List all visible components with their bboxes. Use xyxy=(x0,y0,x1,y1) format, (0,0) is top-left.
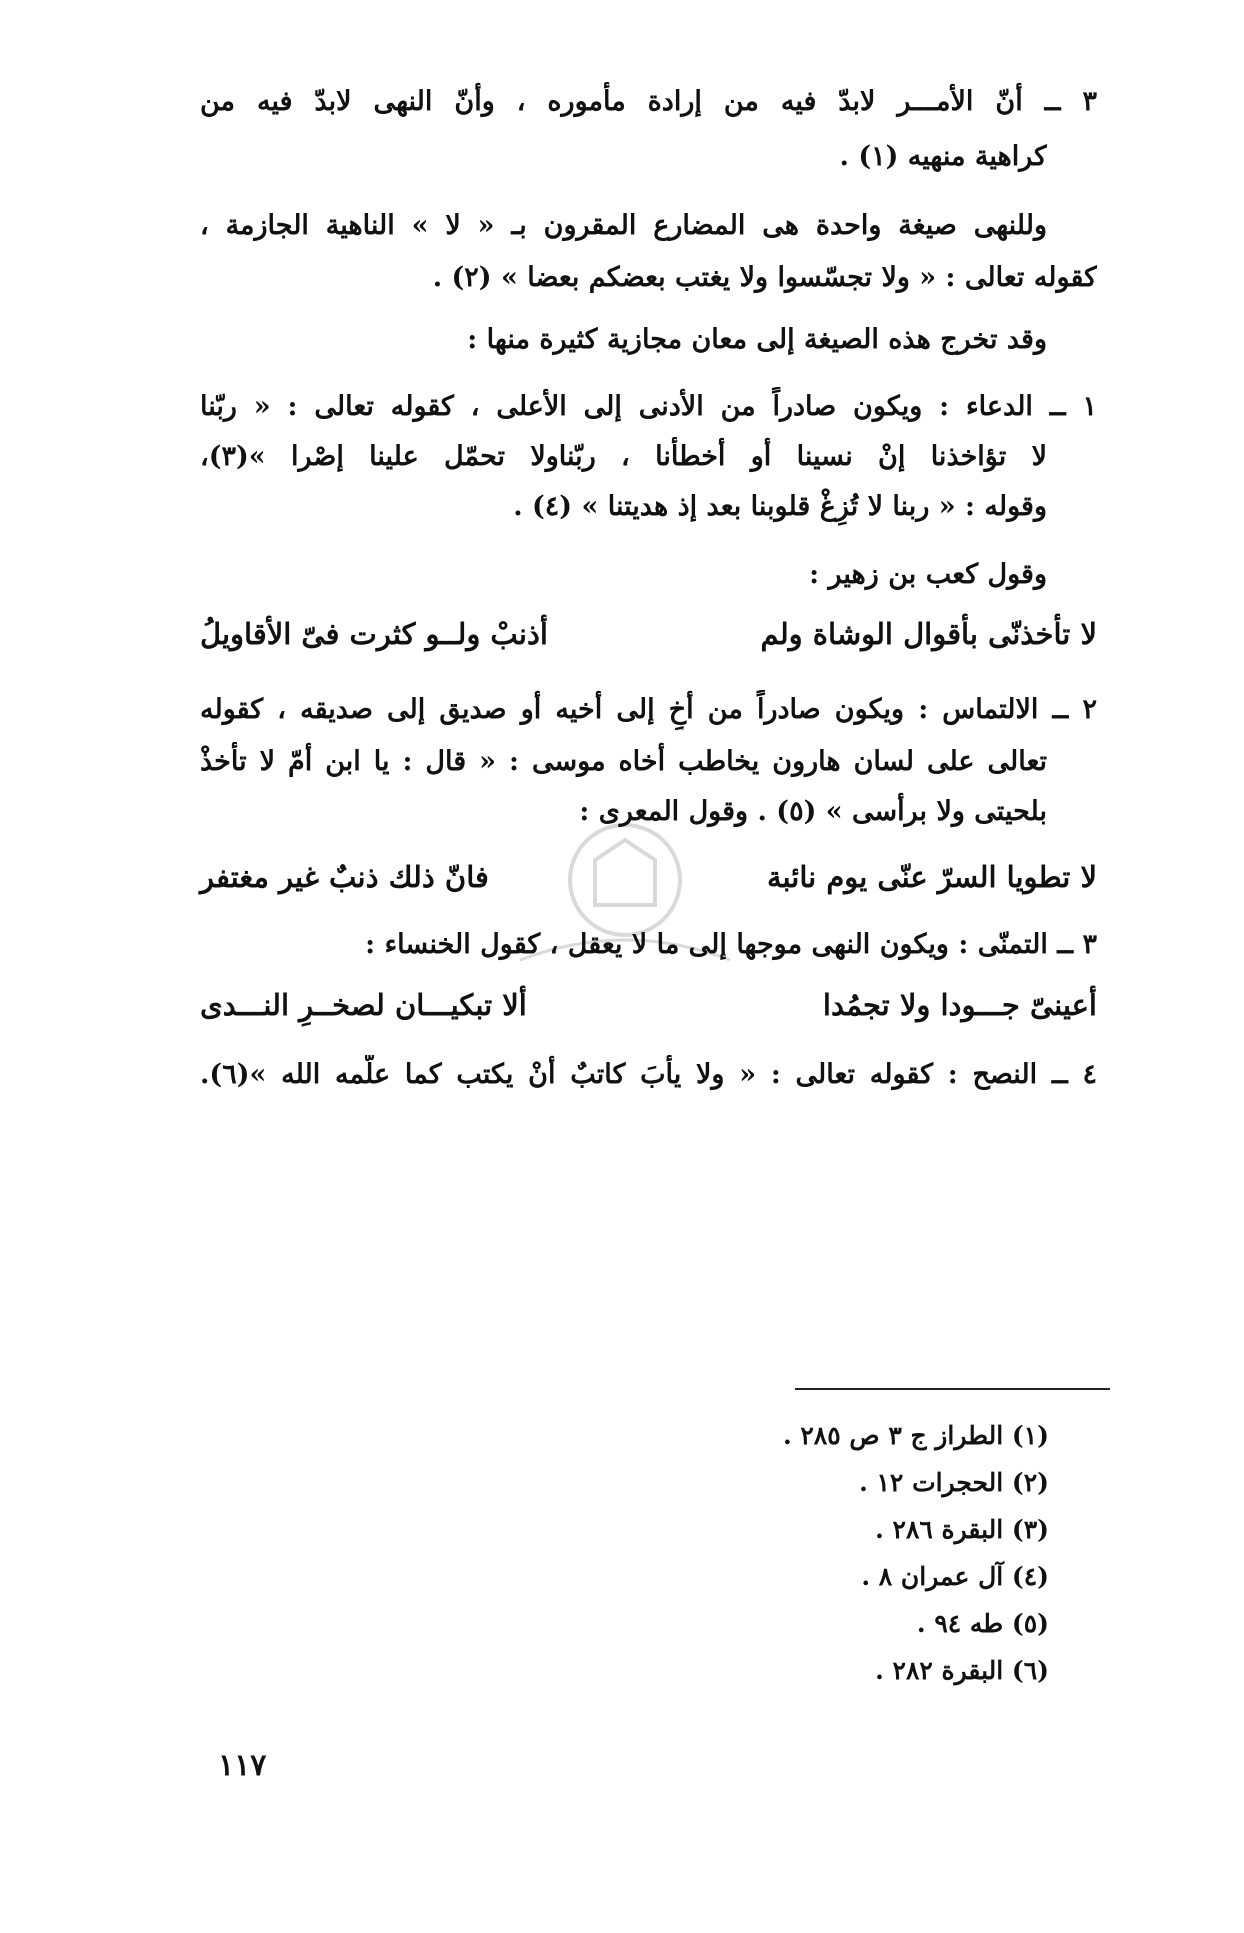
verse-hemistich: لا تأخذنّى بأقوال الوشاة ولم xyxy=(760,617,1097,651)
paragraph-line: ٤ ــ النصح : كقوله تعالى : « ولا يأبَ كاتبٌ أنْ يكتب كما علّمه الله »(٦). xyxy=(200,1059,1097,1090)
footnote-separator xyxy=(795,1388,1110,1390)
paragraph-line: كراهية منهيه (١) . xyxy=(839,141,1047,172)
verse-hemistich: لا تطويا السرّ عنّى يوم نائبة xyxy=(766,860,1097,894)
verse-hemistich: فانّ ذلك ذنبٌ غير مغتفر xyxy=(200,860,489,894)
paragraph-line: لا تؤاخذنا إنْ نسينا أو أخطأنا ، ربّناولا تحمّل علينا إصْرا »(٣)، xyxy=(200,441,1047,472)
paragraph-line: كقوله تعالى : « ولا تجسّسوا ولا يغتب بعضكم بعضا » (٢) . xyxy=(432,262,1097,293)
paragraph-line: وقد تخرج هذه الصيغة إلى معان مجازية كثيرة منها : xyxy=(467,324,1047,355)
paragraph-line: وقول كعب بن زهير : xyxy=(809,559,1047,590)
paragraph-line: ٣ ــ التمنّى : ويكون النهى موجها إلى ما لا يعقل ، كقول الخنساء : xyxy=(365,929,1097,960)
footnote: (٦) البقرة ٢٨٢ . xyxy=(875,1656,1049,1685)
paragraph-line: ٢ ــ الالتماس : ويكون صادراً من أخٍ إلى أخيه أو صديق إلى صديقه ، كقوله xyxy=(200,694,1097,725)
poetry-verse xyxy=(200,855,1097,899)
verse-hemistich: أعينىّ جـــودا ولا تجمُدا xyxy=(822,988,1097,1022)
footnote: (٥) طه ٩٤ . xyxy=(916,1609,1049,1638)
paragraph-line: بلحيتى ولا برأسى » (٥) . وقول المعرى : xyxy=(579,796,1047,827)
footnote: (٤) آل عمران ٨ . xyxy=(861,1562,1049,1591)
paragraph-line: وقوله : « ربنا لا تُزِغْ قلوبنا بعد إذ هديتنا » (٤) . xyxy=(513,491,1047,522)
poetry-verse xyxy=(200,983,1097,1027)
footnote: (٢) الحجرات ١٢ . xyxy=(859,1468,1049,1497)
poetry-verse xyxy=(200,612,1097,656)
verse-hemistich: ألا تبكيـــان لصخــرِ النـــدى xyxy=(200,988,527,1022)
page-number: ١١٧ xyxy=(218,1748,267,1783)
verse-hemistich: أذنبْ ولــو كثرت فىّ الأقاويلُ xyxy=(200,617,548,651)
footnote: (٣) البقرة ٢٨٦ . xyxy=(875,1515,1049,1544)
paragraph-line: ١ ــ الدعاء : ويكون صادراً من الأدنى إلى الأعلى ، كقوله تعالى : « ربّنا xyxy=(200,391,1097,422)
paragraph-line: وللنهى صيغة واحدة هى المضارع المقرون بـ « لا » الناهية الجازمة ، xyxy=(200,210,1047,241)
paragraph-line: تعالى على لسان هارون يخاطب أخاه موسى : « قال : يا ابن أمّ لا تأخذْ xyxy=(200,746,1047,777)
paragraph-line: ٣ ــ أنّ الأمـــر لابدّ فيه من إرادة مأموره ، وأنّ النهى لابدّ فيه من xyxy=(200,86,1097,117)
footnote: (١) الطراز ج ٣ ص ٢٨٥ . xyxy=(782,1421,1049,1450)
